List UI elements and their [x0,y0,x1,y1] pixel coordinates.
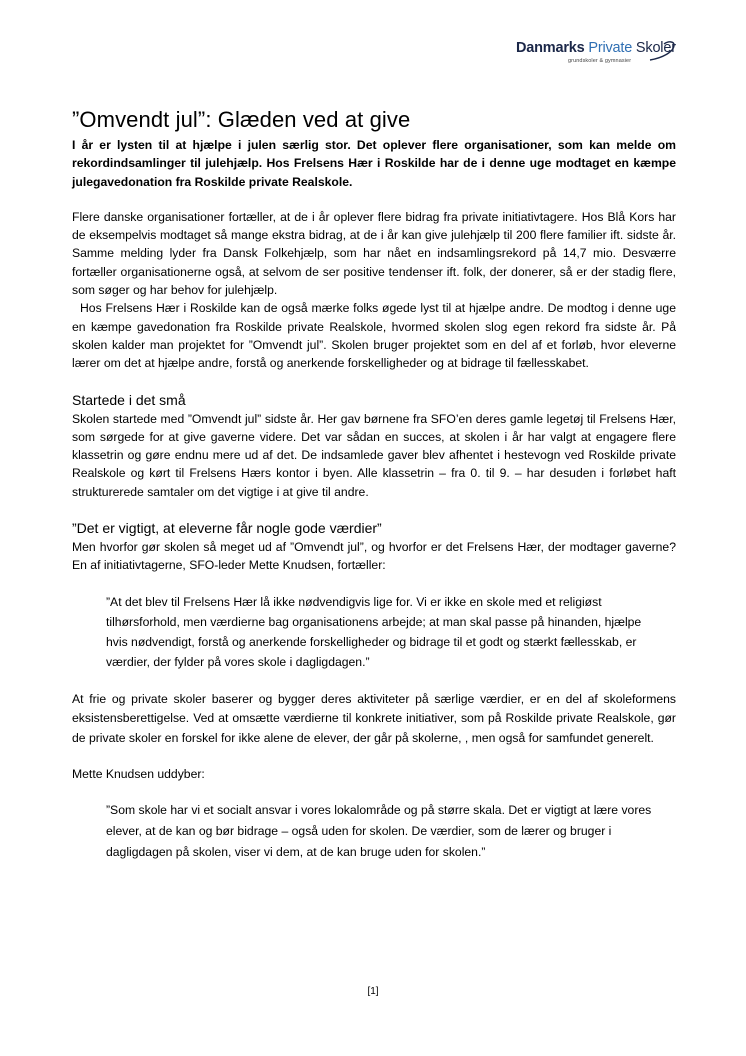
page-number: [1] [367,986,379,997]
logo-name-part2: Private [588,40,636,56]
paragraph-2: Hos Frelsens Hær i Roskilde kan de også mærke folks øgede lyst til at hjælpe andre. De modtog i denne uge en kæmpe gavedonation fra Roskilde private Realskole, hvormed skolen slog egen rekord fra sidste år. På skolen kalder man projektet for ”Omvendt jul”. Skolen bruger projektet som en del af et forløb, hvor eleverne lærer om det at hjælpe andre, forstå og anerkende forskelligheder og at bidrage til fællesskabet. [72,301,676,371]
logo-tagline: grundskoler & gymnasier [568,58,632,64]
quote-2: ”Som skole har vi et socialt ansvar i vores lokalområde og på større skala. Det er vigtigt at lære vores elever, at de kan og bør bidrage – også uden for skolen. De værdier, som de lærer og bruger i dagligdagen på skolen, viser vi dem, at de kan bruge uden for skolen.” [106,803,652,860]
section-heading-1: Startede i det små [72,391,186,408]
article-lead: I år er lysten til at hjælpe i julen særlig stor. Det oplever flere organisationer, som kan melde om rekordindsamlinger til julehjælp. Hos Frelsens Hær i Roskilde har de i denne uge modtaget en kæmpe julegavedonation fra Roskilde private Realskole. [72,138,676,189]
logo-swoosh-icon [648,40,678,62]
logo-name-part3: Skoler [635,40,676,56]
section-heading-2: ”Det er vigtigt, at eleverne får nogle gode værdier” [72,520,382,537]
paragraph-5: At frie og private skoler baserer og bygger deres aktiviteter på særlige værdier, er en del af skoleformens eksistensberettigelse. Ved at omsætte værdierne til konkrete initiativer, som på Roskilde private Realskole, gør de private skoler en forskel for ikke alene de elever, der går på skolerne, , men også for samfundet generelt. [72,691,676,745]
logo-name-part1: Danmarks [516,40,589,56]
paragraph-4: Men hvorfor gør skolen så meget ud af ”Omvendt jul”, og hvorfor er det Frelsens Hær, der modtager gaverne? En af initiativtagerne, SFO-leder Mette Knudsen, fortæller: [72,540,676,573]
article-body [72,100,676,863]
danmarks-private-skoler-logo [516,40,686,70]
paragraph-6: Mette Knudsen uddyber: [72,767,205,782]
article-title: ”Omvendt jul”: Glæden ved at give [72,107,411,132]
paragraph-1: Flere danske organisationer fortæller, at de i år oplever flere bidrag fra private initiativtagere. Hos Blå Kors har de eksempelvis modtaget så mange ekstra bidrag, at de i år kan give julehjælp til 200 flere familier ift. sidste år. Samme melding lyder fra Dansk Folkehjælp, som har nået en indsamlingsrekord på 14,7 mio. Desværre fortæller organisationerne også, at selvom de ser positive tendenser ift. folk, der donerer, så er der stadig flere, som søger og har behov for julehjælp. [72,209,676,298]
paragraph-3: Skolen startede med ”Omvendt jul” sidste år. Her gav børnene fra SFO’en deres gamle legetøj til Frelsens Hær, som sørgede for at give gaverne videre. Det var sådan en succes, at skolen i år har valgt at engagere flere klassetrin og gøre endnu mere ud af det. De indsamlede gaver blev afhentet i hestevogn ved Roskilde private Realskole og kørt til Frelsens Hærs kontor i byen. Alle klassetrin – fra 0. til 9. – har desuden i forløbet haft strukturerede samtaler om det vigtige i at give til andre. [72,411,676,499]
quote-1: ”At det blev til Frelsens Hær lå ikke nødvendigvis lige for. Vi er ikke en skole med et religiøst tilhørsforhold, men værdierne bag organisationens arbejde; at man skal passe på hinanden, hjælpe hvis nødvendigt, forstå og anerkende forskelligheder og bidrage til et godt og stærkt fællesskab, er værdier, der fylder på vores skole i dagligdagen.” [106,594,642,669]
